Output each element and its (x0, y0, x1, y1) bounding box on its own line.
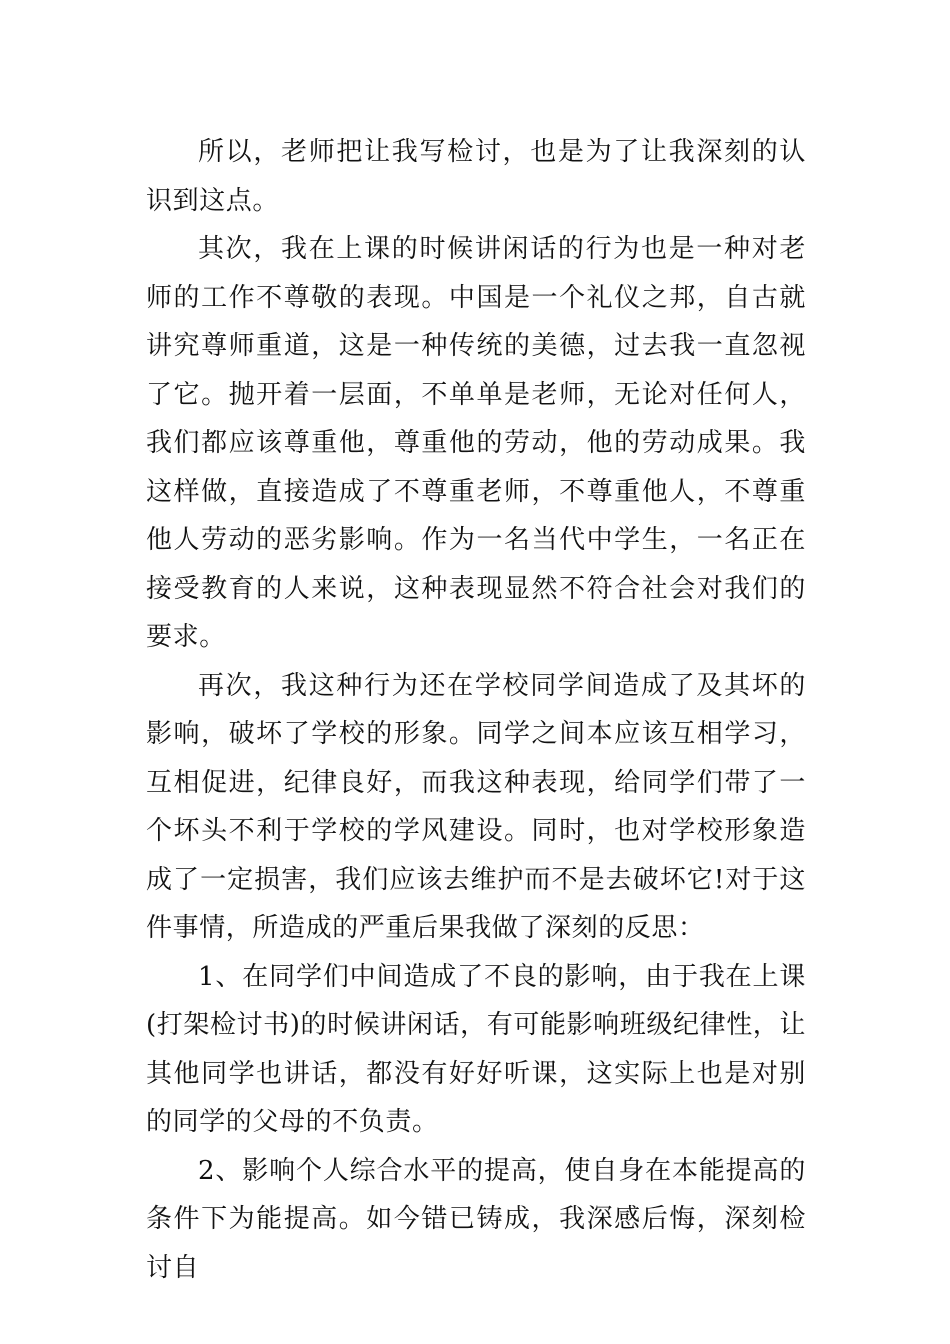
paragraph-4: 1、在同学们中间造成了不良的影响，由于我在上课(打架检讨书)的时候讲闲话，有可能影响班级纪律性，让其他同学也讲话，都没有好好听课，这实际上也是对别的同学的父母的不负责。 (146, 961, 806, 1137)
paragraph-1: 所以，老师把让我写检讨，也是为了让我深刻的认识到这点。 (146, 137, 806, 216)
paragraph-5: 2、影响个人综合水平的提高，使自身在本能提高的条件下为能提高。如今错已铸成，我深感后悔，深刻检讨自 (146, 1155, 806, 1283)
paragraph-3: 再次，我这种行为还在学校同学间造成了及其坏的影响，破坏了学校的形象。同学之间本应该互相学习，互相促进，纪律良好，而我这种表现，给同学们带了一个坏头不利于学校的学风建设。同时，也对学校形象造成了一定损害，我们应该去维护而不是去破坏它!对于这件事情，所造成的严重后果我做了深刻的反思： (146, 670, 806, 943)
document-body (146, 128, 806, 1292)
paragraph-2: 其次，我在上课的时候讲闲话的行为也是一种对老师的工作不尊敬的表现。中国是一个礼仪之邦，自古就讲究尊师重道，这是一种传统的美德，过去我一直忽视了它。抛开着一层面，不单单是老师，无论对任何人，我们都应该尊重他，尊重他的劳动，他的劳动成果。我这样做，直接造成了不尊重老师，不尊重他人，不尊重他人劳动的恶劣影响。作为一名当代中学生，一名正在接受教育的人来说，这种表现显然不符合社会对我们的要求。 (146, 234, 806, 652)
